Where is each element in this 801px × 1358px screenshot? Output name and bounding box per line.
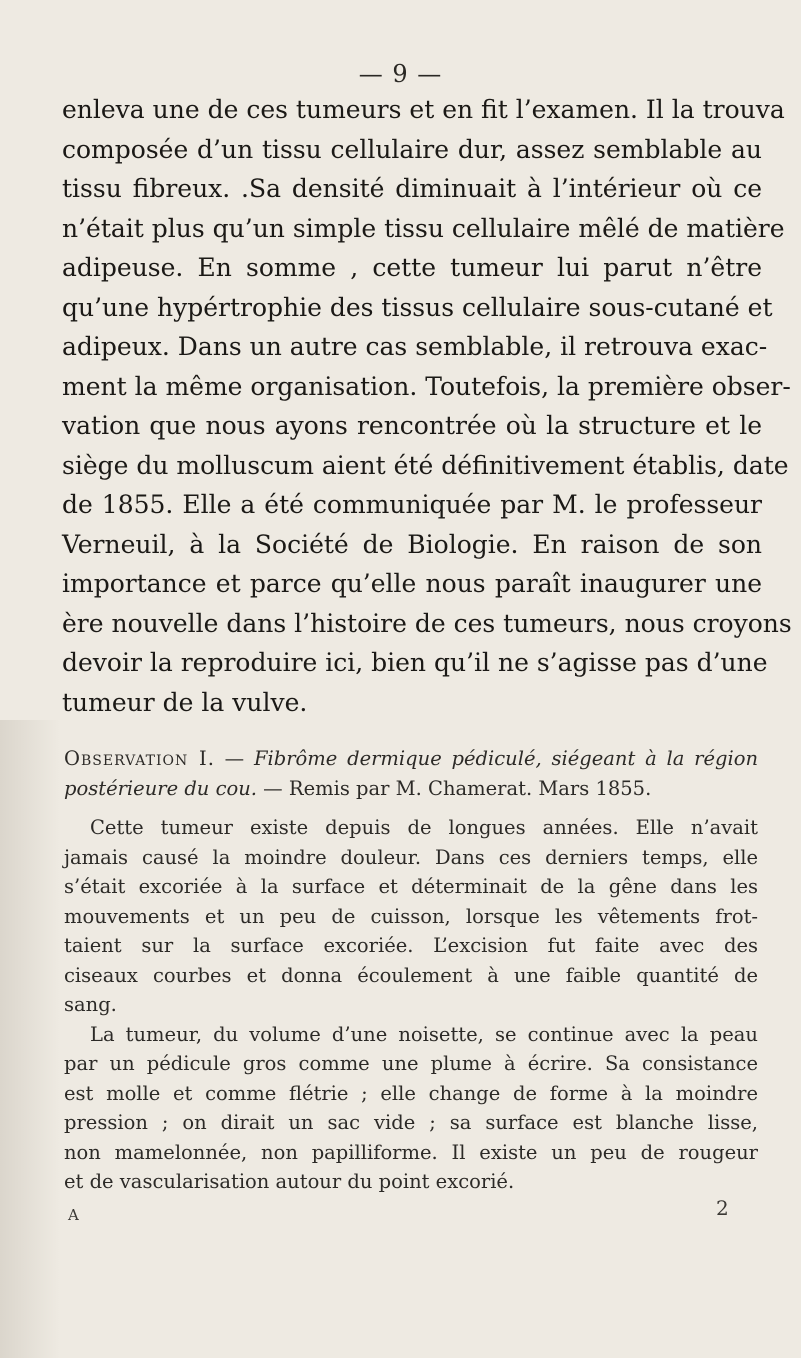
text-line: tumeur de la vulve. <box>62 687 308 717</box>
page-number: — 9 — <box>358 60 443 88</box>
observation-line: sang. <box>64 993 117 1016</box>
observation-dash: — <box>214 747 254 770</box>
observation-title: Fibrôme dermique pédiculé, siégeant à la région <box>253 747 759 770</box>
text-line: adipeuse. En somme , cette tumeur lui parut n’être <box>62 253 762 282</box>
text-line: tissu fibreux. .Sa densité diminuait à l’intérieur où ce <box>62 174 762 203</box>
text-line: ment la même organisation. Toutefois, la première obser- <box>62 371 791 401</box>
observation-line: et de vascularisation autour du point excorié. <box>64 1170 515 1193</box>
text-line: n’était plus qu’un simple tissu cellulaire mêlé de matière <box>62 213 785 243</box>
observation-line: pression ; on dirait un sac vide ; sa surface est blanche lisse, <box>64 1111 758 1134</box>
text-line: composée d’un tissu cellulaire dur, assez semblable au <box>62 134 762 164</box>
observation-line: s’était excoriée à la surface et déterminait de la gêne dans les <box>64 875 758 898</box>
observation-section <box>64 744 758 1197</box>
text-line: devoir la reproduire ici, bien qu’il ne s’agisse pas d’une <box>62 648 768 677</box>
text-line: de 1855. Elle a été communiquée par M. le professeur <box>62 490 762 519</box>
page-edge-shadow <box>0 720 60 1358</box>
text-line: importance et parce qu’elle nous paraît inaugurer une <box>62 569 762 598</box>
observation-label: Observation I. <box>64 747 215 770</box>
text-line: siège du molluscum aient été définitivement établis, date <box>62 450 789 480</box>
observation-line: mouvements et un peu de cuisson, lorsque les vêtements frot- <box>64 904 758 928</box>
text-line: qu’une hypértrophie des tissus cellulaire sous-cutané et <box>62 292 773 322</box>
observation-title-cont: postérieure du cou. <box>64 776 257 800</box>
text-line: Verneuil, à la Société de Biologie. En raison de son <box>62 529 762 559</box>
text-line: enleva une de ces tumeurs et en fit l’examen. Il la trouva <box>62 95 785 124</box>
observation-line: ciseaux courbes et donna écoulement à une faible quantité de <box>64 963 758 987</box>
observation-line: La tumeur, du volume d’une noisette, se continue avec la peau <box>90 1022 758 1046</box>
observation-line: Cette tumeur existe depuis de longues années. Elle n’avait <box>90 816 758 839</box>
text-line: adipeux. Dans un autre cas semblable, il retrouva exac- <box>62 332 768 361</box>
signature-letter: A <box>68 1206 79 1224</box>
observation-line: taient sur la surface excoriée. L’excision fut faite avec des <box>64 934 758 957</box>
text-line: ère nouvelle dans l’histoire de ces tumeurs, nous croyons <box>62 608 792 638</box>
signature-number: 2 <box>716 1196 729 1220</box>
observation-source: — Remis par M. Chamerat. Mars 1855. <box>256 776 652 800</box>
observation-heading-cont <box>64 774 758 804</box>
main-paragraph <box>62 90 792 722</box>
observation-line: par un pédicule gros comme une plume à écrire. Sa consistance <box>64 1052 758 1075</box>
observation-line: est molle et comme flétrie ; elle change de forme à la moindre <box>64 1081 758 1105</box>
observation-line: non mamelonnée, non papilliforme. Il existe un peu de rougeur <box>64 1140 758 1164</box>
text-line: vation que nous ayons rencontrée où la structure et le <box>62 411 762 440</box>
observation-line: jamais causé la moindre douleur. Dans ces derniers temps, elle <box>64 845 758 869</box>
observation-heading <box>64 744 758 774</box>
